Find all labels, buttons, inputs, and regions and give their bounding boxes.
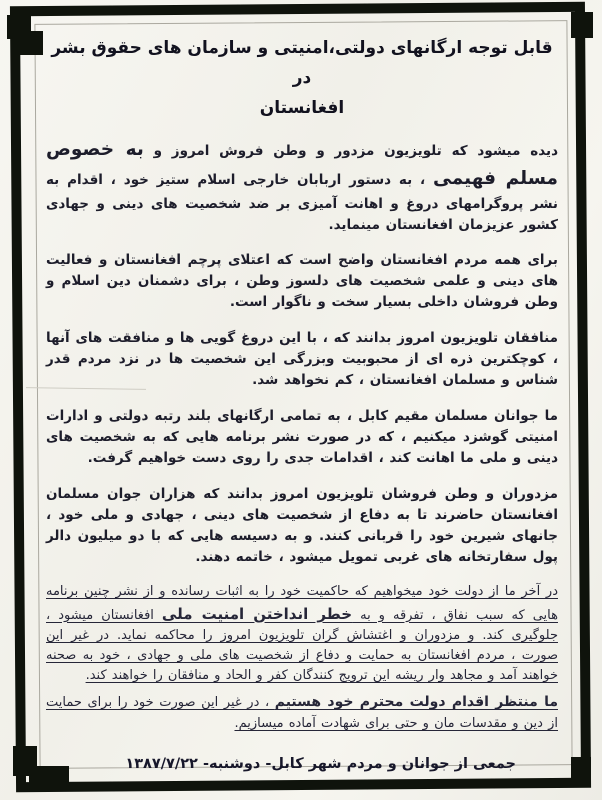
paragraph-demand-to-government	[46, 582, 558, 686]
paragraph-flag-and-activities	[46, 250, 558, 313]
title-line-1: قابل توجه ارگانهای دولتی،امنیتی و سازمان های حقوق بشر در	[51, 38, 553, 88]
paragraph-kabul-youth-notice	[46, 406, 558, 469]
document-body	[46, 34, 558, 772]
paragraph-text: در آخر ما از دولت خود میخواهیم که حاکمیت خود را به اثبات رسانده و از نشر چنین برنامه هایی که سبب نفاق ، تفرقه و به	[46, 584, 558, 623]
paragraph-text: ما جوانان مسلمان مقیم کابل ، به تمامی ارگانهای بلند رتبه دولتی و ادارات امنیتی گوشزد میکنیم ، که در صورت نشر برنامه هایی که به شخصیت های دینی و ملی ما اهانت کند ، اقدامات جدی را روی دست خواهیم گرفت.	[46, 407, 558, 466]
paragraph-text: برای همه مردم افغانستان واضح است که اعتلای پرچم افغانستان و فعالیت های دینی و علمی شخصیت های دلسوز وطن ، برای دشمنان دین اسلام و وطن فروشان داخلی بسیار سخت و ناگوار است.	[46, 252, 558, 311]
signature-line: جمعی از جوانان و مردم شهر کابل- دوشنبه- ۱۳۸۷/۷/۲۲	[125, 756, 516, 773]
paragraph-text: ، در غیر این صورت خود را برای حمایت از دین و مقدسات مان و حتی برای شهادت آماده میسازیم.	[46, 695, 558, 731]
paragraph-hypocrites-warning	[46, 328, 558, 391]
national-security-emphasis: خطر انداختن امنیت ملی	[161, 604, 353, 623]
title-line-2: افغانستان	[259, 97, 345, 118]
paragraph-text: منافقان تلویزیون امروز بدانند که ، با این دروغ گویی ها و منافقت های آنها ، کوچکترین ذره ای از محبوبیت وبزرگی این شخصیت ها در نزد مردم قدر شناس و مسلمان افغانستان ، کم نخواهد شد.	[46, 330, 558, 389]
frame-corner-step-top-left-inner	[19, 31, 43, 55]
paragraph-text: ، به دستور اربابان خارجی اسلام ستیز خود ، اقدام به نشر پروگرامهای دروغ و اهانت آمیزی بر ضد شخصیت های دینی و جهادی کشور عزیزمان افغانستان مینماید.	[46, 171, 558, 233]
paragraph-text: دیده میشود که تلویزیون مزدور و وطن فروش امروز و	[143, 143, 559, 160]
paragraph-text: افغانستان میشود ، جلوگیری کند. و مزدوران و اغتشاش گران تلویزیون امروز را محاکمه نماید. در غیر این صورت ، مردم افغانستان به حمایت و دفاع از شخصیت های ملی و جهادی ، خود به صحنه خواهند آمد و مجاهد وار ریشه این ترویج کنندگان کفر و الحاد و منافقان را خواهند کند.	[46, 607, 558, 684]
highlighted-person-name: به خصوص مسلم فهیمی	[46, 139, 558, 189]
paragraph-text: مزدوران و وطن فروشان تلویزیون امروز بدانند که هزاران جوان مسلمان افغانستان حاضرند تا به دفاع از شخصیت های دینی ، جهادی و ملی خود ، جانهای شیرین خود را قربانی کنند. و به دسیسه هایی که با دو میلیون دالر پول سفارتخانه های غربی تمویل میشود ، خاتمه دهند.	[46, 485, 558, 565]
frame-corner-step-top-right	[571, 12, 593, 38]
frame-corner-step-bottom-right	[571, 757, 591, 785]
document-title	[46, 34, 558, 123]
paragraph-thousands-ready	[46, 484, 558, 568]
paragraph-television-accusation	[46, 136, 558, 235]
paragraph-awaiting-action	[46, 692, 558, 734]
awaiting-action-emphasis: ما منتظر اقدام دولت محترم خود هستیم	[274, 694, 558, 711]
